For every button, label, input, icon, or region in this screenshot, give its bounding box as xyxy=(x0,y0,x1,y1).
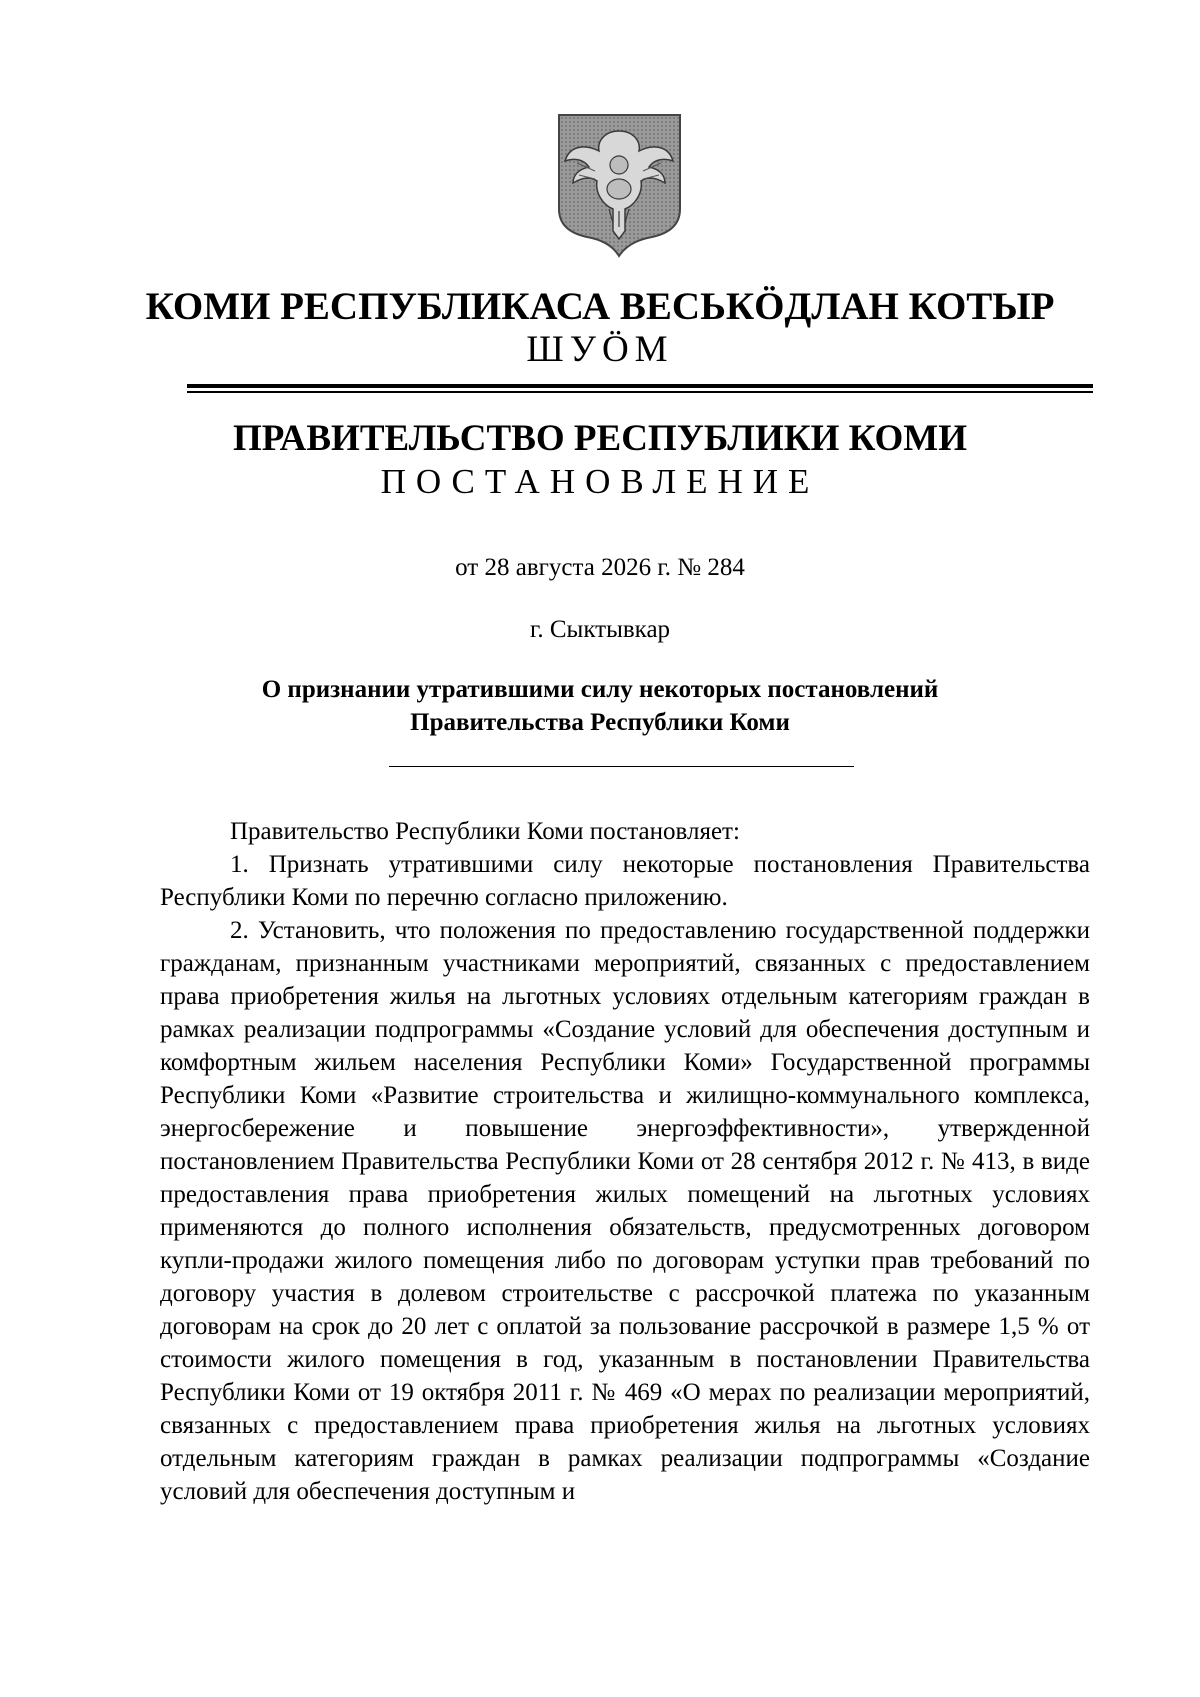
header-double-rule xyxy=(187,384,1093,393)
document-subject xyxy=(0,673,1200,739)
subject-line: О признании утратившими силу некоторых постановлений xyxy=(261,676,939,703)
body-paragraph: 1. Признать утратившими силу некоторые постановления Правительства Республики Коми по перечню согласно приложению. xyxy=(160,851,1090,911)
subject-line: Правительства Республики Коми xyxy=(410,709,790,736)
document-type: ПОСТАНОВЛЕНИЕ xyxy=(380,462,820,501)
komi-organization-title: КОМИ РЕСПУБЛИКАСА ВЕСЬКӦДЛАН КОТЫР xyxy=(145,285,1055,328)
document-city: г. Сыктывкар xyxy=(529,616,671,643)
komi-coat-of-arms-icon xyxy=(557,113,682,258)
document-body xyxy=(160,815,1090,1508)
body-paragraph: 2. Установить, что положения по предоставлению государственной поддержки гражданам, признанным участниками мероприятий, связанных с предоставлением права приобретения жилья на льготных условиях отдельным категориям граждан в рамках реализации подпрограммы «Создание условий для обеспечения доступным и комфортным жильем населения Республики Коми» Государственной программы Республики Коми «Развитие строительства и жилищно-коммунального комплекса, энергосбережение и повышение энергоэффективности», утвержденной постановлением Правительства Республики Коми от 28 сентября 2012 г. № 413, в виде предоставления права приобретения жилых помещений на льготных условиях применяются до полного исполнения обязательств, предусмотренных договором купли-продажи жилого помещения либо по договорам уступки прав требований по договору участия в долевом строительстве с рассрочкой платежа по указанным договорам на срок до 20 лет с оплатой за пользование рассрочкой в размере 1,5 % от стоимости жилого помещения в год, указанным в постановлении Правительства Республики Коми от 19 октября 2011 г. № 469 «О мерах по реализации мероприятий, связанных с предоставлением права приобретения жилья на льготных условиях отдельным категориям граждан в рамках реализации подпрограммы «Создание условий для обеспечения доступным и xyxy=(160,917,1090,1505)
body-paragraph: Правительство Республики Коми постановляет: xyxy=(230,818,740,845)
komi-document-type: ШУӦМ xyxy=(526,329,674,370)
organization-title: ПРАВИТЕЛЬСТВО РЕСПУБЛИКИ КОМИ xyxy=(233,418,967,459)
subject-underline xyxy=(389,766,854,767)
document-date-number: от 28 августа 2026 г. № 284 xyxy=(455,554,745,581)
